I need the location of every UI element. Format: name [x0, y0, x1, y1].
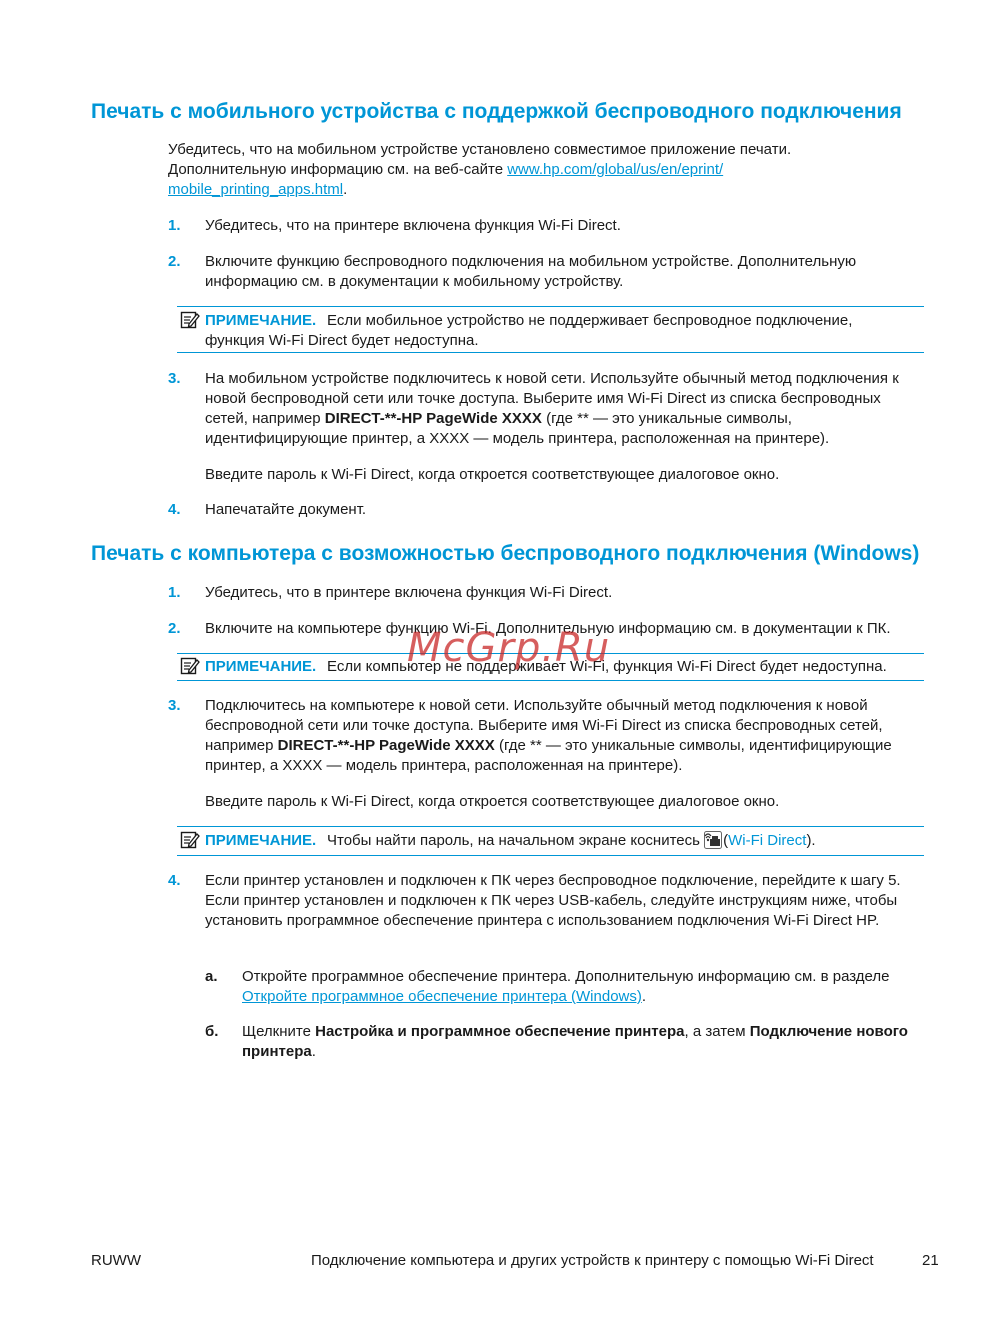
step-text: Убедитесь, что в принтере включена функция Wi-Fi Direct. [205, 584, 613, 601]
wifi-direct-link[interactable]: Wi-Fi Direct [728, 832, 807, 849]
watermark: McGrp.Ru [407, 625, 611, 671]
step-number: 4. [168, 501, 181, 518]
note-box [177, 826, 924, 856]
substep-text: Щелкните Настройка и программное обеспечение принтера, а затем Подключение нового принтера. [242, 1023, 908, 1060]
footer-left: RUWW [91, 1252, 141, 1269]
intro-paragraph: Убедитесь, что на мобильном устройстве установлено совместимое приложение печати. Дополнительную информацию см. на веб-сайте www.hp.com/global/us/en/eprint/ mobile_printing_apps.html. [168, 141, 792, 198]
intro-line1: Убедитесь, что на мобильном устройстве установлено совместимое приложение печати. [168, 141, 792, 158]
step-number: 3. [168, 697, 181, 714]
step-number: 1. [168, 584, 181, 601]
substep-text: Откройте программное обеспечение принтера. Дополнительную информацию см. в разделе Откройте программное обеспечение принтера (Windows). [242, 968, 890, 1005]
step-text: Включите на компьютере функцию Wi-Fi. Дополнительную информацию см. в документации к ПК. [205, 620, 891, 637]
network-name: DIRECT-**-HP PageWide XXXX [324, 410, 542, 427]
note-box [177, 306, 924, 353]
eprint-link[interactable]: www.hp.com/global/us/en/eprint/ mobile_printing_apps.html [168, 161, 724, 198]
section-heading-mobile: Печать с мобильного устройства с поддержкой беспроводного подключения [91, 100, 902, 123]
note-pencil-icon [180, 830, 200, 850]
note-label: ПРИМЕЧАНИЕ. [205, 658, 317, 675]
step-number: 3. [168, 370, 181, 387]
step-number: 2. [168, 253, 181, 270]
note-label: ПРИМЕЧАНИЕ. [205, 312, 317, 329]
step-text: Если принтер установлен и подключен к ПК через беспроводное подключение, перейдите к шагу 5. Если принтер установлен и подключен к ПК через USB-кабель, следуйте инструкциям ниже, чтобы установить программное обеспечение принтера с использованием подключения Wi-Fi Direct HP. [205, 872, 901, 929]
open-software-link[interactable]: Откройте программное обеспечение принтера (Windows) [242, 988, 642, 1005]
note-text: ПРИМЕЧАНИЕ. Если компьютер не поддерживает Wi-Fi, функция Wi-Fi Direct будет недоступна. [205, 658, 887, 675]
footer-page-number: 21 [922, 1252, 939, 1269]
step-number: 2. [168, 620, 181, 637]
step-extra-text: Введите пароль к Wi-Fi Direct, когда откроется соответствующее диалоговое окно. [205, 466, 780, 483]
step-text: Убедитесь, что на принтере включена функция Wi-Fi Direct. [205, 217, 621, 234]
section-heading-windows: Печать с компьютера с возможностью беспроводного подключения (Windows) [91, 542, 920, 565]
step-text: Включите функцию беспроводного подключения на мобильном устройстве. Дополнительную информацию см. в документации к мобильному устройству. [205, 253, 857, 290]
step-text: На мобильном устройстве подключитесь к новой сети. Используйте обычный метод подключения к новой беспроводной сети или точке доступа. Выберите имя Wi-Fi Direct из списка беспроводных сетей, например DIRECT-**-HP PageWide XXXX (где ** — это уникальные символы, идентифицирующие принтер, а XXXX — модель принтера, расположенная на принтере). [205, 370, 899, 447]
substep-letter: а. [205, 968, 218, 985]
note-pencil-icon [180, 656, 200, 676]
substep-letter: б. [205, 1023, 219, 1040]
note-box [177, 653, 924, 681]
step-extra-text: Введите пароль к Wi-Fi Direct, когда откроется соответствующее диалоговое окно. [205, 793, 780, 810]
note-label: ПРИМЕЧАНИЕ. [205, 832, 317, 849]
intro-line2: Дополнительную информацию см. на веб-сайте [168, 161, 508, 178]
step-number: 1. [168, 217, 181, 234]
step-text: Напечатайте документ. [205, 501, 367, 518]
network-name: DIRECT-**-HP PageWide XXXX [277, 737, 495, 754]
note-pencil-icon [180, 310, 200, 330]
note-text: ПРИМЕЧАНИЕ. Если мобильное устройство не поддерживает беспроводное подключение, функция Wi-Fi Direct будет недоступна. [205, 312, 853, 349]
wifi-direct-icon [704, 831, 722, 849]
note-text: ПРИМЕЧАНИЕ. Чтобы найти пароль, на начальном экране коснитесь (Wi-Fi Direct). [205, 832, 816, 849]
step-text: Подключитесь на компьютере к новой сети. Используйте обычный метод подключения к новой беспроводной сети или точке доступа. Выберите имя Wi-Fi Direct из списка беспроводных сетей, например DIRECT-**-HP PageWide XXXX (где ** — это уникальные символы, идентифицирующие принтер, а XXXX — модель принтера, расположенная на принтере). [205, 697, 892, 774]
footer-chapter-title: Подключение компьютера и других устройств к принтеру с помощью Wi-Fi Direct [311, 1252, 874, 1269]
step-number: 4. [168, 872, 181, 889]
